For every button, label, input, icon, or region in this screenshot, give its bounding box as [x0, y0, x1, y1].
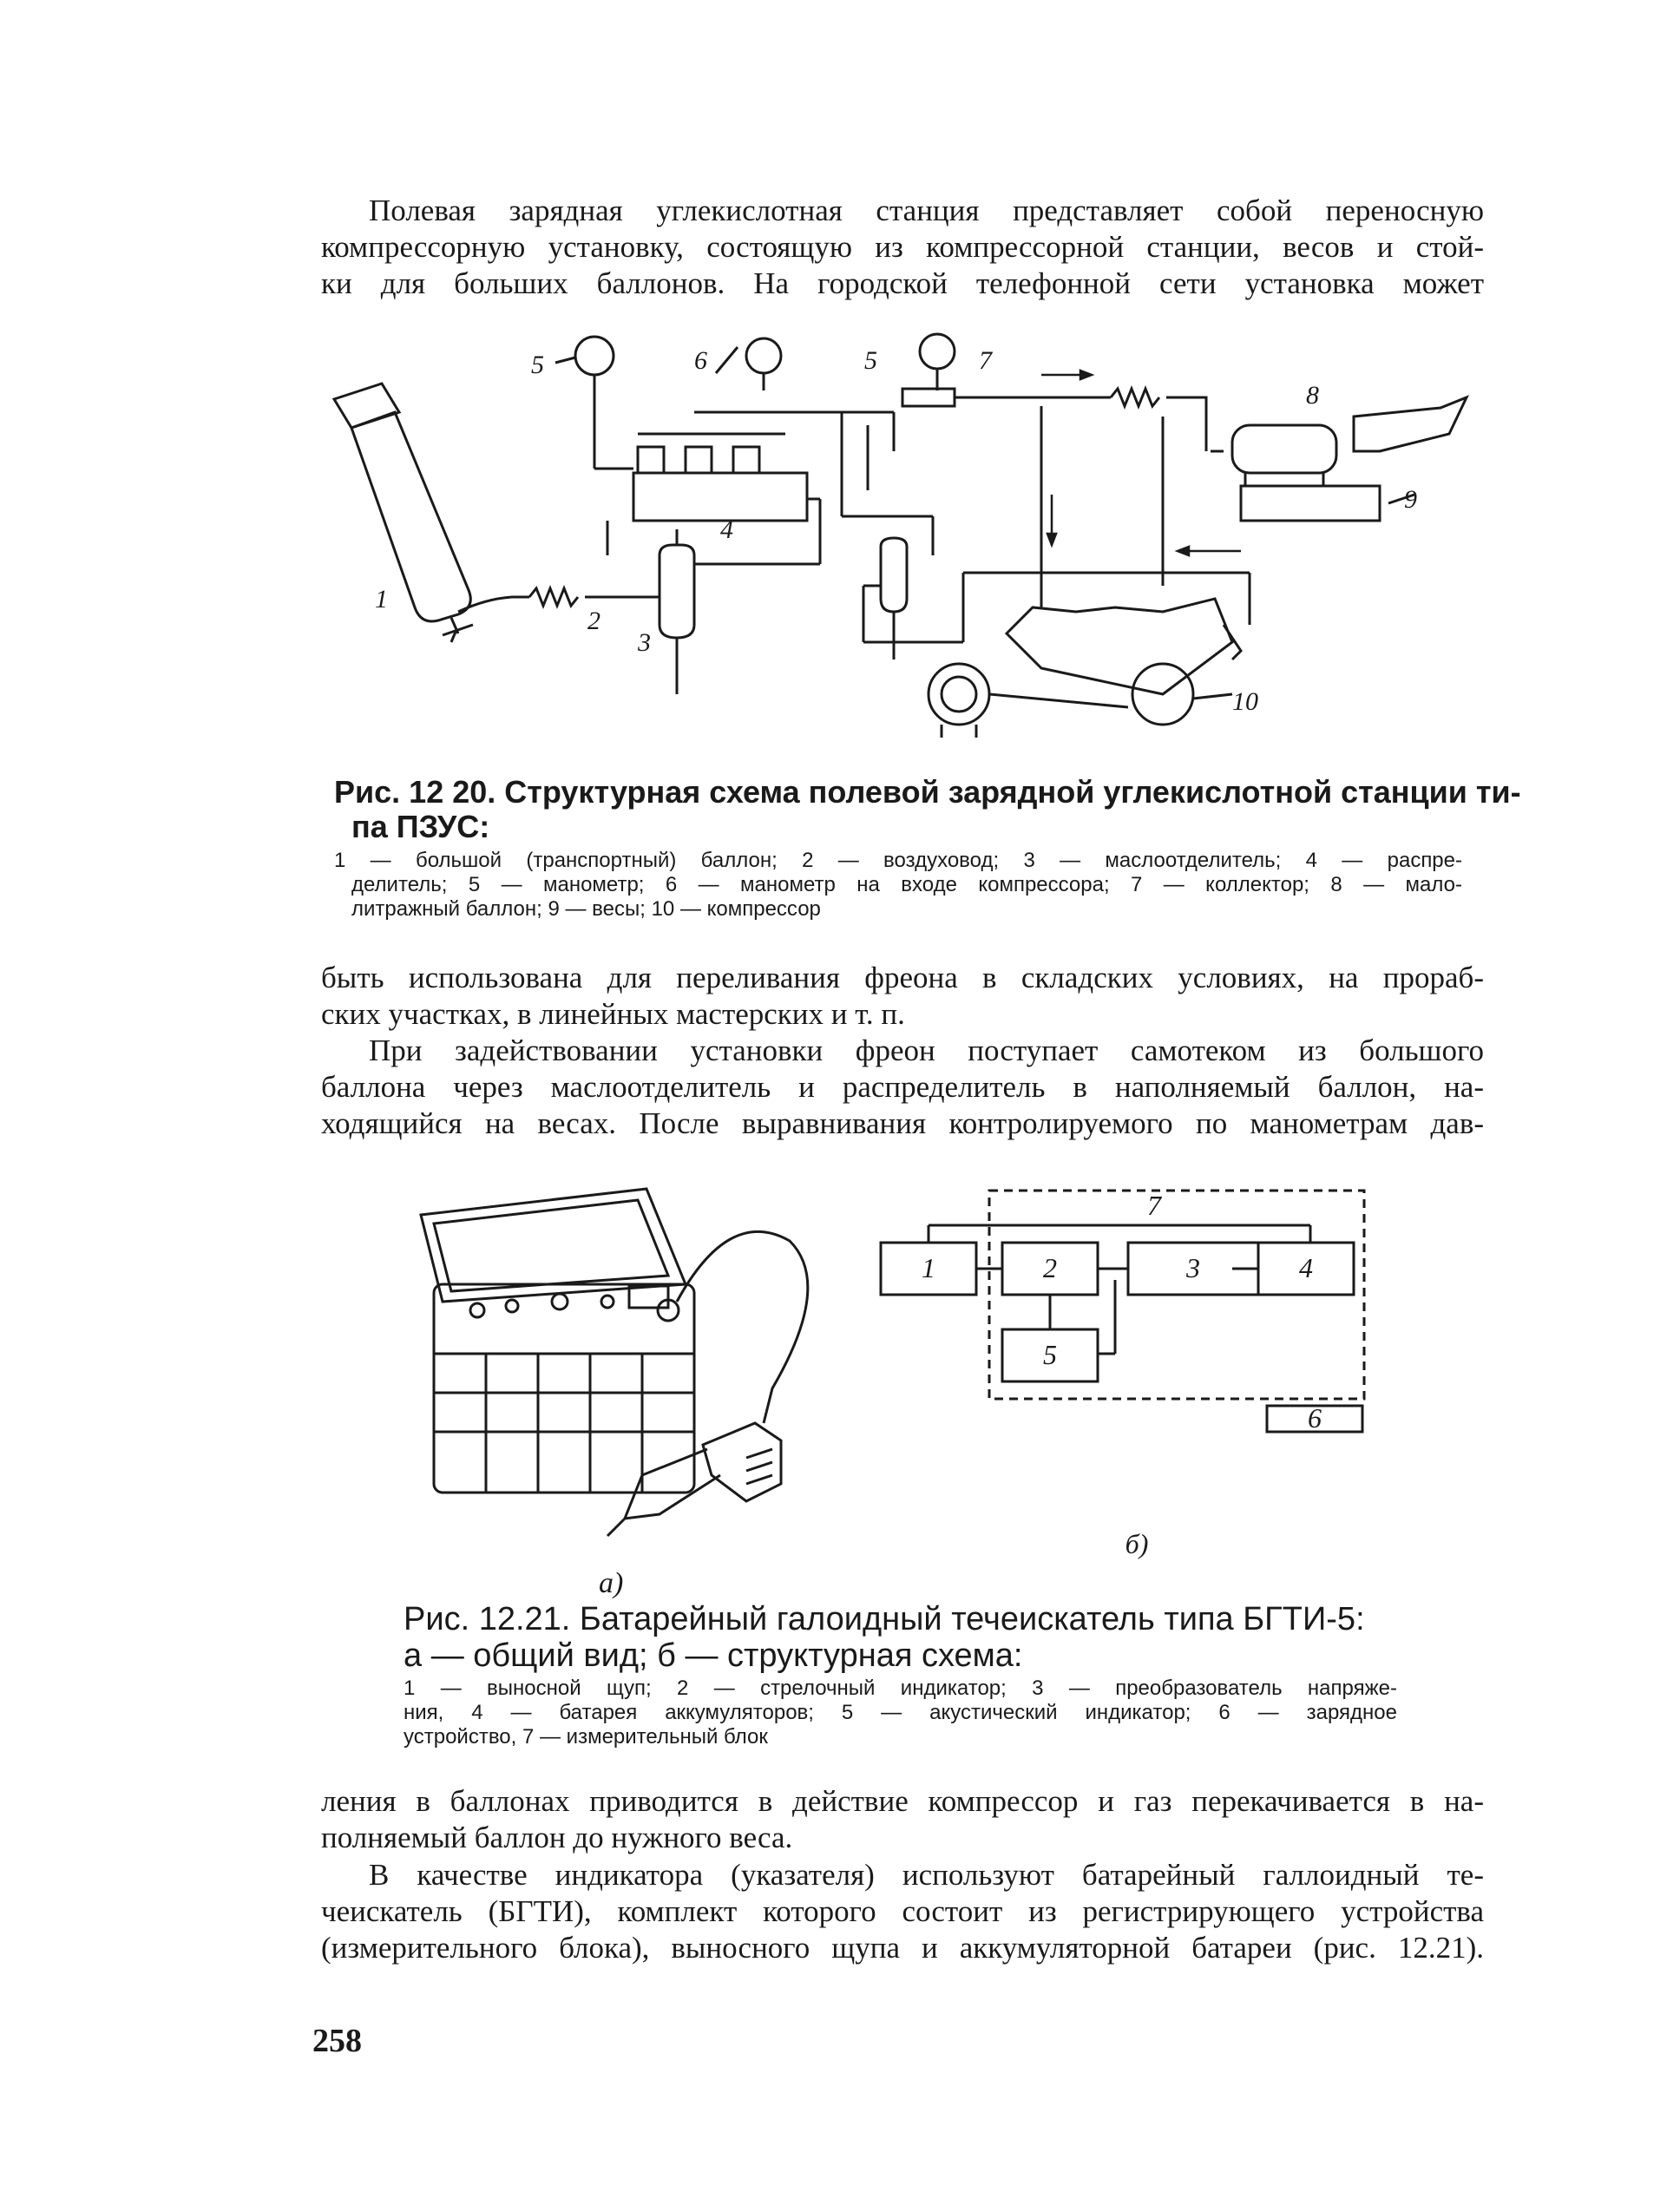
figure-12-21-legend — [404, 1676, 1397, 1749]
caption-line: Рис. 12.21. Батарейный галоидный течеискатель типа БГТИ-5: — [404, 1601, 1365, 1637]
figure-12-21-caption — [404, 1601, 1365, 1674]
legend-line: ния, 4 — батарея аккумуляторов; 5 — акустический индикатор; 6 — зарядное — [404, 1701, 1397, 1724]
label-4: 4 — [720, 515, 733, 544]
legend-line: литражный баллон; 9 — весы; 10 — компрессор — [351, 897, 821, 921]
label-5a: 5 — [531, 351, 544, 379]
block-label-2: 2 — [1043, 1252, 1057, 1283]
block-label-1: 1 — [922, 1252, 935, 1283]
text-line: ских участках, в линейных мастерских и т. п. — [321, 997, 905, 1031]
legend-line: устройство, 7 — измерительный блок — [404, 1725, 768, 1749]
label-3: 3 — [638, 628, 651, 657]
text-line: быть использована для переливания фреона в складских условиях, на прораб- — [321, 961, 1484, 994]
text-line: баллона через маслоотделитель и распределитель в наполняемый баллон, на- — [321, 1070, 1484, 1104]
text-line: (измерительного блока), выносного щупа и аккумуляторной батареи (рис. 12.21). — [321, 1931, 1484, 1965]
sub-label-a: а) — [599, 1567, 624, 1599]
legend-line: 1 — выносной щуп; 2 — стрелочный индикатор; 3 — преобразователь напряже- — [404, 1676, 1397, 1700]
label-6: 6 — [694, 346, 707, 375]
text-line: ки для больших баллонов. На городской телефонной сети установка может — [321, 266, 1484, 300]
text-line: ходящийся на весах. После выравнивания контролируемого по манометрам дав- — [321, 1106, 1484, 1140]
legend-line: 1 — большой (транспортный) баллон; 2 — воздуховод; 3 — маслоотделитель; 4 — распре- — [334, 849, 1462, 872]
bottom-paragraph-1 — [321, 1783, 1484, 1856]
text-line: В качестве индикатора (указателя) используют батарейный галлоидный те- — [369, 1858, 1484, 1892]
label-1: 1 — [375, 585, 388, 614]
block-label-7: 7 — [1147, 1190, 1161, 1221]
block-label-5: 5 — [1043, 1339, 1057, 1370]
block-label-4: 4 — [1299, 1252, 1313, 1283]
legend-line: делитель; 5 — манометр; 6 — манометр на входе компрессора; 7 — коллектор; 8 — мало- — [351, 873, 1462, 896]
caption-line: Рис. 12 20. Структурная схема полевой зарядной углекислотной станции ти- — [334, 774, 1521, 810]
sub-label-b: б) — [1125, 1528, 1149, 1559]
text-line: компрессорную установку, состоящую из компрессорной станции, весов и стой- — [321, 230, 1484, 264]
text-line: При задействовании установки фреон поступает самотеком из большого — [369, 1033, 1484, 1067]
text-line: ления в баллонах приводится в действие компрессор и газ перекачивается в на- — [321, 1784, 1484, 1818]
block-label-6: 6 — [1308, 1402, 1322, 1434]
label-7: 7 — [979, 346, 992, 375]
page-number: 258 — [312, 2023, 362, 2059]
text-line: чеискатель (БГТИ), комплект которого состоит из регистрирующего устройства — [321, 1894, 1484, 1928]
block-label-3: 3 — [1186, 1252, 1200, 1283]
caption-line: па ПЗУС: — [351, 809, 490, 844]
label-9: 9 — [1404, 485, 1417, 514]
label-2: 2 — [587, 607, 600, 635]
caption-line: а — общий вид; б — структурная схема: — [404, 1637, 1023, 1674]
label-8: 8 — [1306, 381, 1319, 410]
text-line: полняемый баллон до нужного веса. — [321, 1821, 793, 1854]
label-10: 10 — [1232, 687, 1258, 716]
label-5b: 5 — [864, 346, 877, 375]
text-line: Полевая зарядная углекислотная станция представляет собой переносную — [369, 194, 1484, 227]
bottom-paragraph-2 — [321, 1857, 1484, 1966]
